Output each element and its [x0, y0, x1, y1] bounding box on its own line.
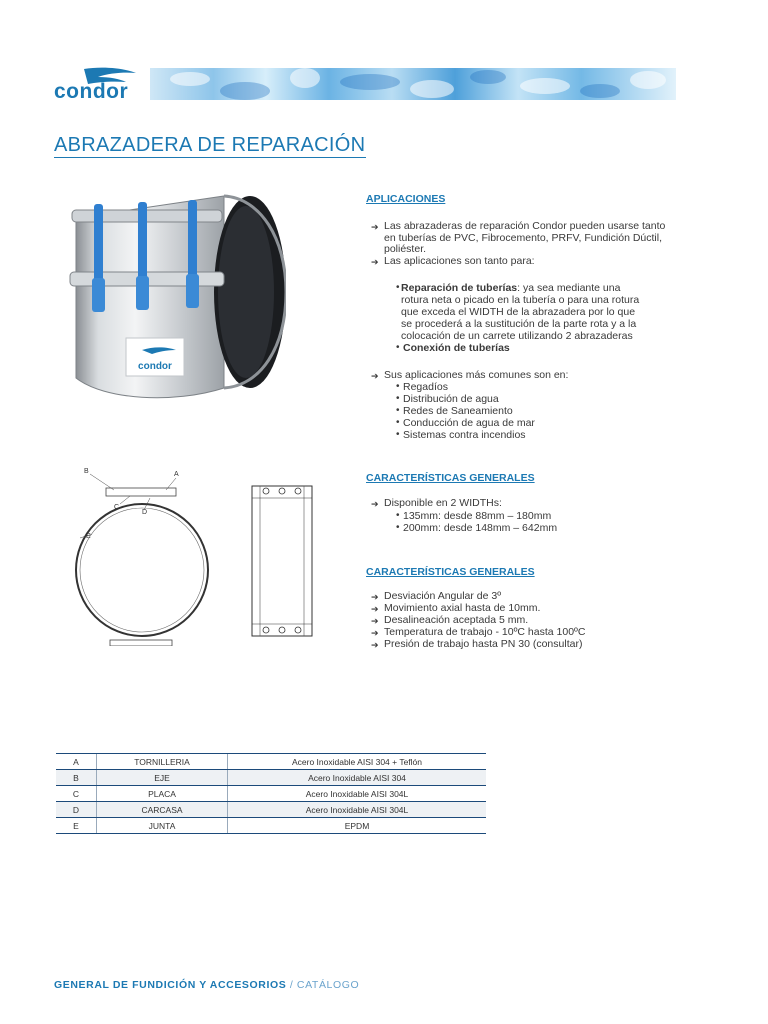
- aplicaciones-text-1c: poliéster.: [384, 243, 427, 255]
- caracteristicas-heading-2: CARACTERÍSTICAS GENERALES: [366, 566, 535, 578]
- table-cell-part: TORNILLERIA: [97, 754, 228, 770]
- arrow-icon: ➔: [371, 592, 379, 602]
- arrow-icon: ➔: [371, 628, 379, 638]
- reparacion-line-1: [401, 282, 620, 294]
- use-item: Regadíos: [403, 381, 448, 393]
- arrow-icon: ➔: [371, 604, 379, 614]
- bullet-dot: •: [396, 405, 400, 416]
- arrow-icon: ➔: [371, 257, 379, 267]
- reparacion-rest: : ya sea mediante una: [517, 282, 621, 294]
- spec-item: Desviación Angular de 3º: [384, 590, 502, 602]
- bullet-dot: •: [396, 381, 400, 392]
- table-row: [56, 754, 486, 770]
- reparacion-line-5: colocación de un carrete utilizando 2 abrazaderas: [401, 330, 633, 342]
- bullet-dot: •: [396, 342, 400, 353]
- table-cell-key: D: [56, 802, 97, 818]
- bullet-dot: •: [396, 522, 400, 533]
- table-cell-part: PLACA: [97, 786, 228, 802]
- table-cell-part: JUNTA: [97, 818, 228, 834]
- conexion-bold: Conexión de tuberías: [403, 342, 510, 354]
- use-item: Sistemas contra incendios: [403, 429, 526, 441]
- label-c: C: [114, 504, 120, 511]
- footer: [54, 979, 359, 991]
- title-rule: [54, 157, 366, 158]
- table-row: [56, 786, 486, 802]
- use-item: Conducción de agua de mar: [403, 417, 535, 429]
- badge-text: condor: [138, 361, 172, 372]
- arrow-icon: ➔: [371, 222, 379, 232]
- arrow-icon: ➔: [371, 640, 379, 650]
- table-cell-material: Acero Inoxidable AISI 304: [228, 770, 487, 786]
- reparacion-bold: Reparación de tuberías: [401, 282, 518, 294]
- table-cell-key: C: [56, 786, 97, 802]
- footer-light-text: / CATÁLOGO: [289, 979, 360, 991]
- aplicaciones-text-3: Sus aplicaciones más comunes son en:: [384, 369, 569, 381]
- arrow-icon: ➔: [371, 371, 379, 381]
- table-cell-key: B: [56, 770, 97, 786]
- reparacion-line-3: que exceda el WIDTH de la abrazadera por lo que: [401, 306, 636, 318]
- reparacion-line-4: se procederá a la sustitución de la parte rota y a la: [401, 318, 637, 330]
- table-row: [56, 818, 486, 834]
- label-e: E: [86, 533, 91, 540]
- spec-item: Temperatura de trabajo - 10ºC hasta 100ºC: [384, 626, 586, 638]
- arrow-icon: ➔: [371, 499, 379, 509]
- page-title: ABRAZADERA DE REPARACIÓN: [54, 134, 366, 156]
- table-cell-material: Acero Inoxidable AISI 304 + Teflón: [228, 754, 487, 770]
- condor-logo: [54, 66, 140, 102]
- materials-table: [56, 753, 486, 834]
- width-item: 135mm: desde 88mm – 180mm: [403, 510, 552, 522]
- use-item: Redes de Saneamiento: [403, 405, 513, 417]
- label-d: D: [142, 509, 148, 516]
- aplicaciones-text-2: Las aplicaciones son tanto para:: [384, 255, 535, 267]
- spec-item: Desalineación aceptada 5 mm.: [384, 614, 529, 626]
- bullet-dot: •: [396, 510, 400, 521]
- caracteristicas-heading-1: CARACTERÍSTICAS GENERALES: [366, 472, 535, 484]
- clamp-side-drawing: [246, 480, 320, 640]
- clamp-section-drawing: [70, 464, 230, 646]
- table-row: [56, 802, 486, 818]
- label-b: B: [84, 468, 89, 475]
- arrow-icon: ➔: [371, 616, 379, 626]
- width-item: 200mm: desde 148mm – 642mm: [403, 522, 558, 534]
- table-cell-key: E: [56, 818, 97, 834]
- logo-text: condor: [54, 80, 129, 103]
- table-cell-key: A: [56, 754, 97, 770]
- bullet-dot: •: [396, 417, 400, 428]
- aplicaciones-text-1b: en tuberías de PVC, Fibrocemento, PRFV, Fundición Dúctil,: [384, 232, 662, 244]
- bullet-dot: •: [396, 393, 400, 404]
- product-photo: [64, 178, 286, 406]
- table-cell-material: Acero Inoxidable AISI 304L: [228, 786, 487, 802]
- table-cell-material: EPDM: [228, 818, 487, 834]
- footer-bold-text: GENERAL DE FUNDICIÓN Y ACCESORIOS: [54, 979, 287, 991]
- spec-item: Movimiento axial hasta de 10mm.: [384, 602, 541, 614]
- table-cell-material: Acero Inoxidable AISI 304L: [228, 802, 487, 818]
- caracteristicas1-text: Disponible en 2 WIDTHs:: [384, 497, 502, 509]
- bullet-dot: •: [396, 429, 400, 440]
- aplicaciones-heading: APLICACIONES: [366, 193, 446, 205]
- label-a: A: [174, 471, 179, 478]
- reparacion-line-2: rotura neta o picado en la tubería o para una rotura: [401, 294, 640, 306]
- water-banner: [150, 68, 676, 100]
- use-item: Distribución de agua: [403, 393, 499, 405]
- aplicaciones-text-1a: Las abrazaderas de reparación Condor pueden usarse tanto: [384, 220, 666, 232]
- table-row: [56, 770, 486, 786]
- bullet-dot: •: [396, 282, 400, 293]
- table-cell-part: EJE: [97, 770, 228, 786]
- table-cell-part: CARCASA: [97, 802, 228, 818]
- spec-item: Presión de trabajo hasta PN 30 (consultar): [384, 638, 583, 650]
